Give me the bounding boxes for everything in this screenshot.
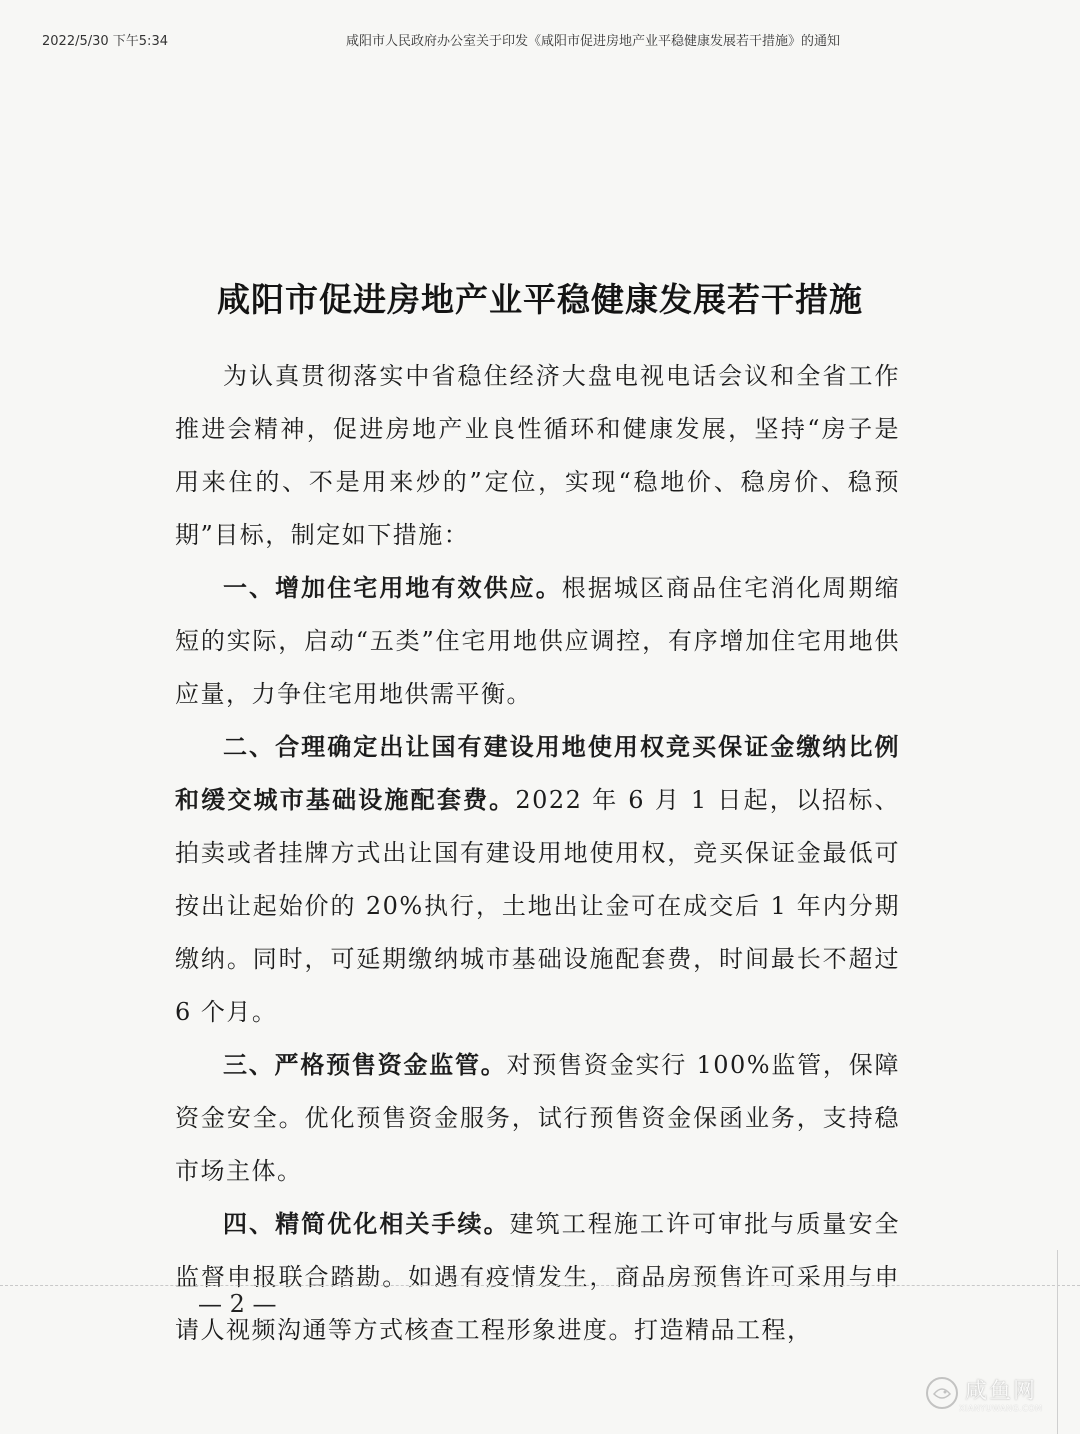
print-header xyxy=(0,30,1080,54)
document-title: 咸阳市促进房地产业平稳健康发展若干措施 xyxy=(217,280,863,319)
document-body xyxy=(175,350,900,1357)
print-header-title: 咸阳市人民政府办公室关于印发《咸阳市促进房地产业平稳健康发展若干措施》的通知 xyxy=(346,34,841,49)
intro-paragraph: 为认真贯彻落实中省稳住经济大盘电视电话会议和全省工作推进会精神，促进房地产业良性循环和健康发展，坚持“房子是用来住的、不是用来炒的”定位，实现“稳地价、稳房价、稳预期”目标，制定如下措施： xyxy=(175,362,900,549)
watermark xyxy=(925,1372,1065,1422)
section-paragraph xyxy=(175,1039,900,1198)
section-heading: 四、精简优化相关手续。 xyxy=(223,1210,510,1238)
section-paragraph xyxy=(175,721,900,1039)
watermark-url: XIANYUWANG.COM xyxy=(959,1404,1043,1413)
print-date: 2022/5/30 下午5:34 xyxy=(42,34,168,49)
section-paragraph xyxy=(175,1198,900,1357)
fish-logo-icon xyxy=(925,1376,959,1410)
section-heading: 一、增加住宅用地有效供应。 xyxy=(223,574,562,602)
section-heading: 三、严格预售资金监管。 xyxy=(223,1051,507,1079)
footer-divider xyxy=(0,1285,1080,1286)
page-number: — 2 — xyxy=(198,1290,277,1318)
section-text: 建筑工程施工许可审批与质量安全监督申报联合踏勘。如遇有疫情发生，商品房预售许可采用与申请人视频沟通等方式核查工程形象进度。打造精品工程， xyxy=(175,1210,901,1344)
watermark-name: 咸鱼网 xyxy=(965,1379,1038,1404)
section-text: 2022 年 6 月 1 日起，以招标、拍卖或者挂牌方式出让国有建设用地使用权，竞买保证金最低可按出让起始价的 20%执行，土地出让金可在成交后 1 年内分期缴纳。同时，可延期缴纳城市基础设施配套费，时间最长不超过 6 个月。 xyxy=(175,786,901,1026)
section-text: 根据城区商品住宅消化周期缩短的实际，启动“五类”住宅用地供应调控，有序增加住宅用地供应量，力争住宅用地供需平衡。 xyxy=(175,574,901,708)
section-heading: 二、合理确定出让国有建设用地使用权竞买保证金缴纳比例和缓交城市基础设施配套费。 xyxy=(175,733,900,814)
section-text: 对预售资金实行 100%监管，保障资金安全。优化预售资金服务，试行预售资金保函业务，支持稳市场主体。 xyxy=(175,1051,900,1185)
section-paragraph xyxy=(175,562,900,721)
